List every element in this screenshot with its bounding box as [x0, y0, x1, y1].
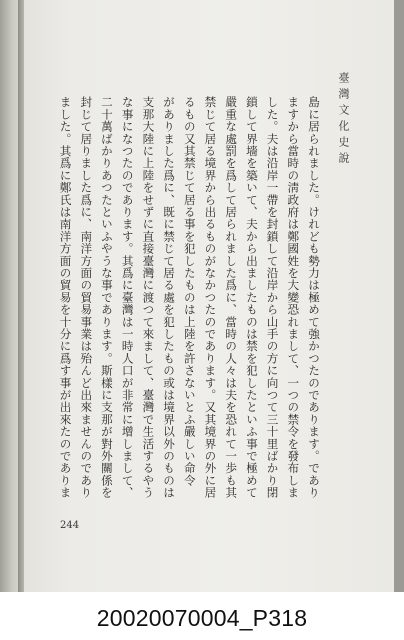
- text-column: 鎖して界墻を築いて、夫から出ましたものは禁を犯したといふ事で極めて: [244, 96, 259, 499]
- running-head: 臺灣文化史說: [337, 72, 350, 168]
- image-caption: 20020070004_P318: [96, 604, 308, 631]
- text-column: 禁じて居る境界から出るものがなかつたのであります。又其境界の外に居: [203, 96, 218, 499]
- text-column: 封じて居りました爲に、南洋方面の貿易事業は殆んど出來ませんのであり: [79, 96, 94, 499]
- text-column: ました。其爲に鄭氏は南洋方面の貿易を十分に爲す事が出來たのでありま: [58, 96, 73, 499]
- text-column: るもの又其禁じて居る事を犯したものは上陸を許さないとふ嚴しい命令: [182, 96, 197, 487]
- text-column: 支那大陸に上陸をせずに直接臺灣に渡つて來まして、臺灣で生活するやう: [141, 96, 156, 499]
- facing-page-edge: [0, 0, 20, 592]
- text-column: な事になつたのであります。其爲に臺灣は一時人口が非常に增しまして、: [120, 96, 135, 499]
- text-column: した。夫は沿岸一帶を封鎖して沿岸から山手の方に向つて三十里ばかり閉: [265, 96, 280, 499]
- text-column: がありました爲に、既に禁じて居る處を犯したもの或は境界以外のものは: [162, 96, 177, 499]
- body-text: [54, 96, 324, 506]
- text-column: 島に居られました。けれども勢力は極めて強かつたのであります。であり: [307, 96, 321, 499]
- text-column: 嚴重な處罰を爲して居られました爲に、當時の人々は夫を恐れて一歩も其: [224, 96, 239, 499]
- text-column: 二十萬ばかりあつたといふやうな事であります。斯樣に支那が對外關係を: [99, 96, 114, 499]
- page-number: 244: [60, 520, 80, 531]
- page-stack-edge: [394, 0, 404, 592]
- text-column: ますから當時の淸政府は鄭國姓を大變恐れまして、一つの禁令を發布しま: [286, 96, 301, 499]
